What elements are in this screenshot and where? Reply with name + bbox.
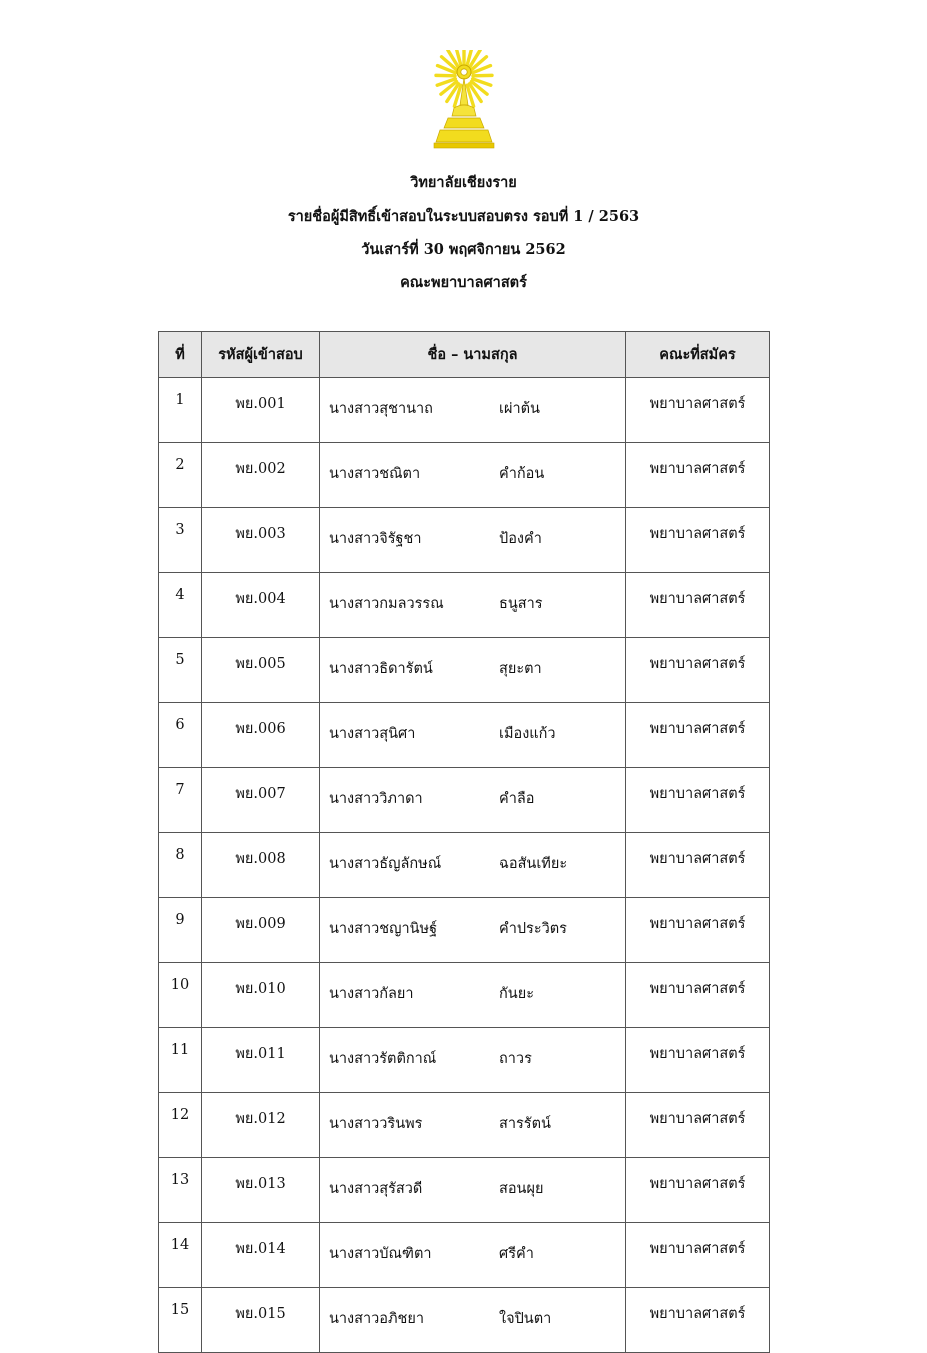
faculty-applied: พยาบาลศาสตร์ <box>626 1288 770 1353</box>
table-row <box>159 1223 770 1288</box>
full-name <box>320 378 626 443</box>
first-name: นางสาววิภาดา <box>329 787 499 810</box>
row-number: 13 <box>159 1158 202 1223</box>
row-number: 1 <box>159 378 202 443</box>
last-name: ใจปินตา <box>499 1307 551 1330</box>
exam-code: พย.011 <box>202 1028 320 1093</box>
table-header-row <box>159 332 770 378</box>
college-emblem-icon <box>430 50 498 150</box>
first-name: นางสาวอภิชยา <box>329 1307 499 1330</box>
exam-code: พย.005 <box>202 638 320 703</box>
table-row <box>159 833 770 898</box>
faculty-applied: พยาบาลศาสตร์ <box>626 1093 770 1158</box>
full-name <box>320 963 626 1028</box>
full-name <box>320 1028 626 1093</box>
exam-code: พย.014 <box>202 1223 320 1288</box>
faculty-applied: พยาบาลศาสตร์ <box>626 508 770 573</box>
full-name <box>320 638 626 703</box>
table-row <box>159 768 770 833</box>
faculty-applied: พยาบาลศาสตร์ <box>626 963 770 1028</box>
full-name <box>320 1288 626 1353</box>
exam-code: พย.006 <box>202 703 320 768</box>
header-full-name: ชื่อ – นามสกุล <box>320 332 626 378</box>
faculty-applied: พยาบาลศาสตร์ <box>626 638 770 703</box>
full-name <box>320 508 626 573</box>
faculty-applied: พยาบาลศาสตร์ <box>626 1158 770 1223</box>
first-name: นางสาวกัลยา <box>329 982 499 1005</box>
table-row <box>159 1093 770 1158</box>
exam-code: พย.007 <box>202 768 320 833</box>
faculty-name: คณะพยาบาลศาสตร์ <box>0 272 927 294</box>
first-name: นางสาวธัญลักษณ์ <box>329 852 499 875</box>
first-name: นางสาวชณิตา <box>329 462 499 485</box>
full-name <box>320 443 626 508</box>
faculty-applied: พยาบาลศาสตร์ <box>626 443 770 508</box>
exam-code: พย.010 <box>202 963 320 1028</box>
row-number: 11 <box>159 1028 202 1093</box>
row-number: 9 <box>159 898 202 963</box>
row-number: 2 <box>159 443 202 508</box>
row-number: 8 <box>159 833 202 898</box>
full-name <box>320 703 626 768</box>
last-name: เมืองแก้ว <box>499 722 556 745</box>
row-number: 4 <box>159 573 202 638</box>
exam-code: พย.003 <box>202 508 320 573</box>
first-name: นางสาวรัตติกาณ์ <box>329 1047 499 1070</box>
row-number: 7 <box>159 768 202 833</box>
last-name: ศรีคำ <box>499 1242 534 1265</box>
table-row <box>159 443 770 508</box>
faculty-applied: พยาบาลศาสตร์ <box>626 1223 770 1288</box>
full-name <box>320 1158 626 1223</box>
full-name <box>320 1223 626 1288</box>
table-row <box>159 703 770 768</box>
exam-code: พย.013 <box>202 1158 320 1223</box>
last-name: กันยะ <box>499 982 534 1005</box>
first-name: นางสาวสุรัสวดี <box>329 1177 499 1200</box>
last-name: ป้องคำ <box>499 527 542 550</box>
table-row <box>159 1288 770 1353</box>
faculty-applied: พยาบาลศาสตร์ <box>626 573 770 638</box>
faculty-applied: พยาบาลศาสตร์ <box>626 833 770 898</box>
last-name: ธนูสาร <box>499 592 543 615</box>
last-name: สอนผุย <box>499 1177 543 1200</box>
row-number: 5 <box>159 638 202 703</box>
table-row <box>159 638 770 703</box>
exam-code: พย.015 <box>202 1288 320 1353</box>
last-name: คำประวิตร <box>499 917 567 940</box>
page-title: รายชื่อผู้มีสิทธิ์เข้าสอบในระบบสอบตรง รอบที่ 1 / 2563 <box>0 206 927 228</box>
exam-code: พย.008 <box>202 833 320 898</box>
full-name <box>320 833 626 898</box>
full-name <box>320 898 626 963</box>
first-name: นางสาวธิดารัตน์ <box>329 657 499 680</box>
table-row <box>159 1158 770 1223</box>
last-name: คำก้อน <box>499 462 544 485</box>
full-name <box>320 1093 626 1158</box>
row-number: 14 <box>159 1223 202 1288</box>
exam-code: พย.009 <box>202 898 320 963</box>
row-number: 3 <box>159 508 202 573</box>
faculty-applied: พยาบาลศาสตร์ <box>626 378 770 443</box>
exam-code: พย.012 <box>202 1093 320 1158</box>
first-name: นางสาวชญานิษฐ์ <box>329 917 499 940</box>
header-exam-code: รหัสผู้เข้าสอบ <box>202 332 320 378</box>
faculty-applied: พยาบาลศาสตร์ <box>626 1028 770 1093</box>
faculty-applied: พยาบาลศาสตร์ <box>626 898 770 963</box>
last-name: ถาวร <box>499 1047 532 1070</box>
row-number: 15 <box>159 1288 202 1353</box>
faculty-applied: พยาบาลศาสตร์ <box>626 768 770 833</box>
last-name: สารรัตน์ <box>499 1112 551 1135</box>
first-name: นางสาวกมลวรรณ <box>329 592 499 615</box>
table-row <box>159 963 770 1028</box>
first-name: นางสาววรินพร <box>329 1112 499 1135</box>
last-name: สุยะตา <box>499 657 542 680</box>
full-name <box>320 573 626 638</box>
first-name: นางสาวสุนิศา <box>329 722 499 745</box>
table-row <box>159 378 770 443</box>
row-number: 12 <box>159 1093 202 1158</box>
row-number: 10 <box>159 963 202 1028</box>
first-name: นางสาวบัณฑิตา <box>329 1242 499 1265</box>
first-name: นางสาวสุชานาถ <box>329 397 499 420</box>
exam-code: พย.002 <box>202 443 320 508</box>
last-name: ฉอสันเทียะ <box>499 852 567 875</box>
faculty-applied: พยาบาลศาสตร์ <box>626 703 770 768</box>
row-number: 6 <box>159 703 202 768</box>
last-name: คำลือ <box>499 787 534 810</box>
exam-date: วันเสาร์ที่ 30 พฤศจิกายน 2562 <box>0 239 927 261</box>
header-number: ที่ <box>159 332 202 378</box>
table-row <box>159 1028 770 1093</box>
institution-name: วิทยาลัยเชียงราย <box>0 172 927 194</box>
header-faculty-applied: คณะที่สมัคร <box>626 332 770 378</box>
first-name: นางสาวจิรัฐชา <box>329 527 499 550</box>
table-row <box>159 573 770 638</box>
exam-code: พย.001 <box>202 378 320 443</box>
full-name <box>320 768 626 833</box>
table-row <box>159 898 770 963</box>
last-name: เผ่าต้น <box>499 397 540 420</box>
exam-code: พย.004 <box>202 573 320 638</box>
table-row <box>159 508 770 573</box>
